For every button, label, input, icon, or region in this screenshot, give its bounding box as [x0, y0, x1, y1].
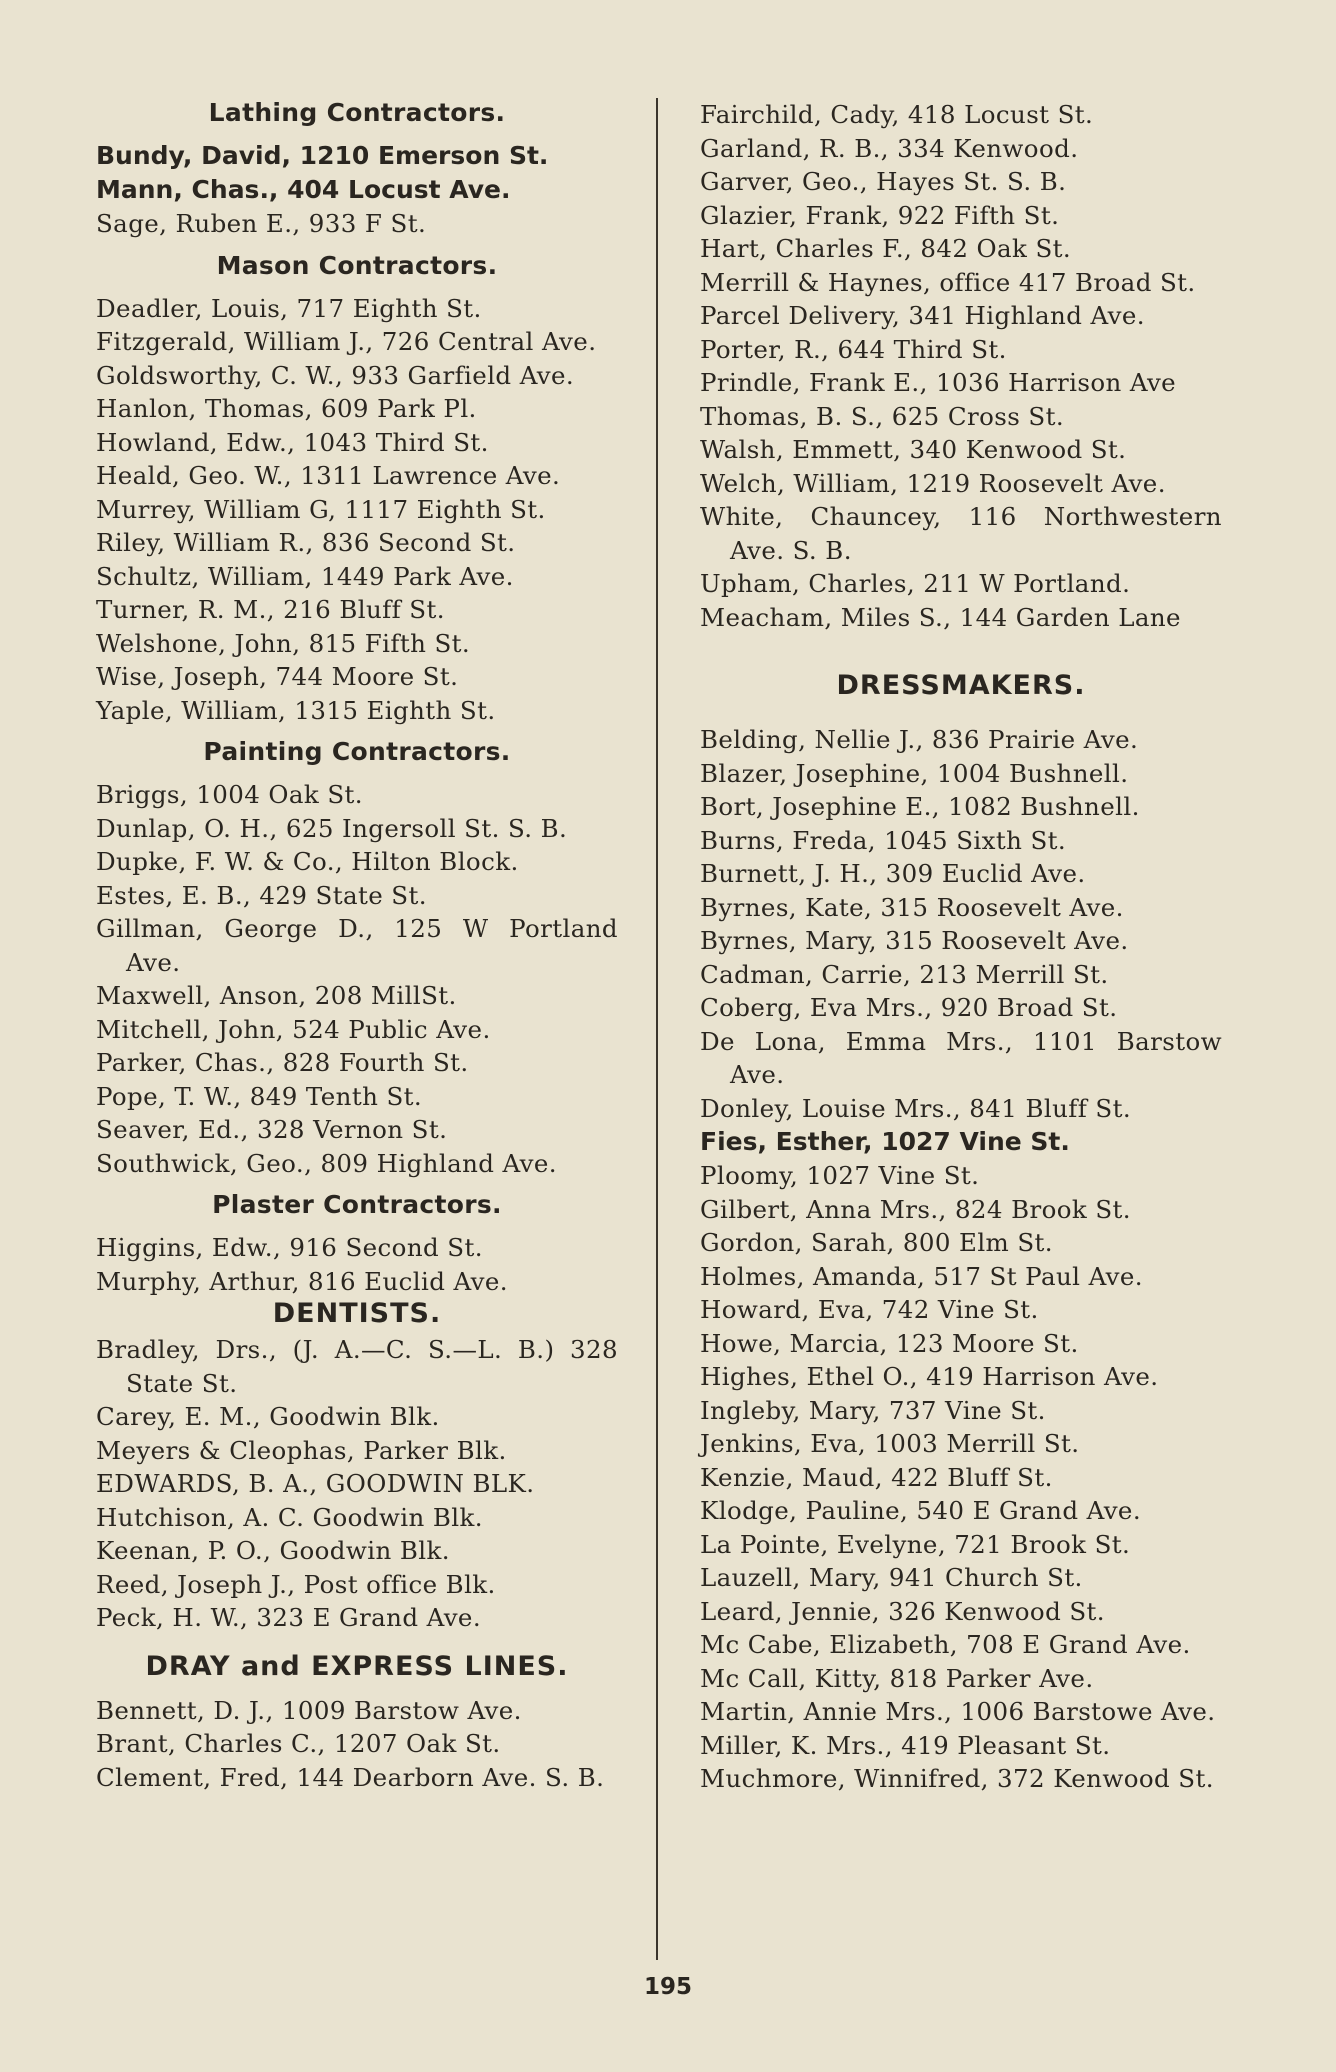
- listing-entry: Thomas, B. S., 625 Cross St.: [700, 401, 1065, 431]
- listing-entry: Fitzgerald, William J., 726 Central Ave.: [96, 327, 597, 356]
- listing-entry-bold: Fies, Esther, 1027 Vine St.: [700, 1127, 1070, 1156]
- listing-entry: Bort, Josephine E., 1082 Bushnell.: [700, 792, 1140, 821]
- listing-entry: Walsh, Emmett, 340 Kenwood St.: [700, 435, 1127, 464]
- listing-entry: Highes, Ethel O., 419 Harrison Ave.: [700, 1362, 1159, 1391]
- listing-entry: Kenzie, Maud, 422 Bluff St.: [700, 1462, 1053, 1492]
- lathing-list: [96, 207, 618, 241]
- listing-entry: Leard, Jennie, 326 Kenwood St.: [700, 1596, 1105, 1626]
- listing-entry: Turner, R. M., 216 Bluff St.: [96, 595, 445, 624]
- listing-entry: Yaple, William, 1315 Eighth St.: [96, 695, 496, 725]
- listing-entry: Peck, H. W., 323 E Grand Ave.: [96, 1603, 482, 1632]
- listing-entry: Ploomy, 1027 Vine St.: [700, 1161, 980, 1190]
- listing-entry: Murphy, Arthur, 816 Euclid Ave.: [96, 1266, 508, 1296]
- listing-entry: Burns, Freda, 1045 Sixth St.: [700, 825, 1067, 855]
- listing-entry: Heald, Geo. W., 1311 Lawrence Ave.: [96, 461, 561, 490]
- mason-list: [96, 292, 618, 728]
- listing-entry: Garver, Geo., Hayes St. S. B.: [700, 167, 1067, 196]
- listing-entry: Parker, Chas., 828 Fourth St.: [96, 1048, 469, 1077]
- section-heading-dentists: DENTISTS.: [272, 1298, 442, 1329]
- listing-entry: Bennett, D. J., 1009 Barstow Ave.: [96, 1695, 522, 1725]
- listing-entry: Goldsworthy, C. W., 933 Garfield Ave.: [96, 360, 575, 390]
- right-column: [700, 98, 1222, 1796]
- listing-entry: Welch, William, 1219 Roosevelt Ave.: [700, 468, 1166, 498]
- listing-entry: De Lona, Emma Mrs., 1101 Barstow Ave.: [700, 1026, 1222, 1089]
- listing-entry: Ingleby, Mary, 737 Vine St.: [700, 1395, 1046, 1425]
- left-column: [96, 98, 618, 1794]
- listing-entry: Byrnes, Mary, 315 Roosevelt Ave.: [700, 926, 1129, 955]
- listing-entry: Carey, E. M., Goodwin Blk.: [96, 1402, 440, 1431]
- listing-entry: Gordon, Sarah, 800 Elm St.: [700, 1228, 1053, 1257]
- listing-entry: Welshone, John, 815 Fifth St.: [96, 628, 471, 658]
- dressmakers-list: [700, 723, 1222, 1796]
- listing-entry: Hanlon, Thomas, 609 Park Pl.: [96, 394, 477, 423]
- section-heading-dressmakers: DRESSMAKERS.: [836, 670, 1086, 701]
- listing-entry: Clement, Fred, 144 Dearborn Ave. S. B.: [96, 1762, 605, 1792]
- listing-entry: Belding, Nellie J., 836 Prairie Ave.: [700, 725, 1139, 754]
- listing-entry: Cadman, Carrie, 213 Merrill St.: [700, 959, 1109, 989]
- listing-entry: Brant, Charles C., 1207 Oak St.: [96, 1729, 501, 1758]
- listing-entry: Howard, Eva, 742 Vine St.: [700, 1295, 1039, 1324]
- listing-entry: Muchmore, Winnifred, 372 Kenwood St.: [700, 1764, 1214, 1793]
- listing-entry: Pope, T. W., 849 Tenth St.: [96, 1081, 423, 1111]
- listing-entry: Dunlap, O. H., 625 Ingersoll St. S. B.: [96, 813, 568, 843]
- listing-entry: Bradley, Drs., (J. A.—C. S.—L. B.) 328 State St.: [96, 1335, 618, 1398]
- listing-entry: Mc Call, Kitty, 818 Parker Ave.: [700, 1663, 1094, 1693]
- listing-entry: Donley, Louise Mrs., 841 Bluff St.: [700, 1093, 1132, 1123]
- listing-entry-bold: Mann, Chas., 404 Locust Ave.: [96, 175, 511, 204]
- listing-entry: Sage, Ruben E., 933 F St.: [96, 209, 427, 238]
- listing-entry: White, Chauncey, 116 Northwestern Ave. S. B.: [700, 502, 1222, 565]
- listing-entry: Seaver, Ed., 328 Vernon St.: [96, 1115, 448, 1144]
- dray-list: [96, 1694, 618, 1795]
- listing-entry: Meyers & Cleophas, Parker Blk.: [96, 1435, 507, 1465]
- listing-entry: Meacham, Miles S., 144 Garden Lane: [700, 602, 1181, 632]
- listing-entry: Parcel Delivery, 341 Highland Ave.: [700, 301, 1145, 330]
- dentists-list: [96, 1333, 618, 1635]
- listing-entry: Mc Cabe, Elizabeth, 708 E Grand Ave.: [700, 1630, 1191, 1659]
- column-divider: [656, 98, 658, 1960]
- section-heading-dray: DRAY and EXPRESS LINES.: [145, 1650, 569, 1682]
- listing-entry: Fairchild, Cady, 418 Locust St.: [700, 100, 1094, 129]
- listing-entry: Wise, Joseph, 744 Moore St.: [96, 662, 459, 691]
- listing-entry: Estes, E. B., 429 State St.: [96, 880, 427, 910]
- listing-entry: Hutchison, A. C. Goodwin Blk.: [96, 1502, 483, 1532]
- listing-entry: Jenkins, Eva, 1003 Merrill St.: [700, 1429, 1080, 1458]
- listing-entry: Keenan, P. O., Goodwin Blk.: [96, 1536, 450, 1565]
- listing-entry: Miller, K. Mrs., 419 Pleasant St.: [700, 1730, 1111, 1760]
- listing-entry-bold: Bundy, David, 1210 Emerson St.: [96, 141, 549, 170]
- listing-entry: Klodge, Pauline, 540 E Grand Ave.: [700, 1496, 1142, 1525]
- listing-entry: Porter, R., 644 Third St.: [700, 334, 1007, 364]
- section-heading-mason: Mason Contractors.: [216, 250, 498, 280]
- listing-entry: Briggs, 1004 Oak St.: [96, 780, 363, 809]
- listing-entry: Hart, Charles F., 842 Oak St.: [700, 234, 1072, 263]
- listing-entry: Murrey, William G, 1117 Eighth St.: [96, 494, 546, 524]
- listing-entry: Coberg, Eva Mrs., 920 Broad St.: [700, 993, 1118, 1022]
- listing-entry: Glazier, Frank, 922 Fifth St.: [700, 200, 1060, 230]
- listing-entry: Garland, R. B., 334 Kenwood.: [700, 133, 1079, 163]
- listing-entry: Higgins, Edw., 916 Second St.: [96, 1233, 483, 1262]
- listing-entry: Burnett, J. H., 309 Euclid Ave.: [700, 859, 1086, 888]
- listing-entry: Holmes, Amanda, 517 St Paul Ave.: [700, 1261, 1143, 1291]
- listing-entry: Riley, William R., 836 Second St.: [96, 528, 516, 557]
- section-heading-plaster: Plaster Contractors.: [212, 1190, 502, 1219]
- section-heading-painting: Painting Contractors.: [203, 737, 511, 766]
- painting-list: [96, 778, 618, 1180]
- listing-entry: Gilbert, Anna Mrs., 824 Brook St.: [700, 1194, 1131, 1224]
- listing-entry: EDWARDS, B. A., GOODWIN BLK.: [96, 1469, 535, 1498]
- listing-entry: Upham, Charles, 211 W Portland.: [700, 569, 1131, 598]
- listing-entry: Reed, Joseph J., Post office Blk.: [96, 1569, 496, 1599]
- listing-entry: Martin, Annie Mrs., 1006 Barstowe Ave.: [700, 1697, 1216, 1726]
- listing-entry: Gillman, George D., 125 W Portland Ave.: [96, 914, 618, 977]
- section-heading-lathing: Lathing Contractors.: [208, 98, 506, 127]
- listing-entry: Howe, Marcia, 123 Moore St.: [700, 1328, 1079, 1358]
- page-number: 195: [643, 1974, 692, 2000]
- dray-continued-list: [700, 98, 1222, 634]
- listing-entry: Howland, Edw., 1043 Third St.: [96, 427, 489, 457]
- listing-entry: La Pointe, Evelyne, 721 Brook St.: [700, 1529, 1131, 1559]
- listing-entry: Merrill & Haynes, office 417 Broad St.: [700, 267, 1196, 297]
- listing-entry: Lauzell, Mary, 941 Church St.: [700, 1563, 1083, 1592]
- listing-entry: Prindle, Frank E., 1036 Harrison Ave: [700, 368, 1177, 397]
- listing-entry: Blazer, Josephine, 1004 Bushnell.: [700, 758, 1129, 788]
- listing-entry: Maxwell, Anson, 208 MillSt.: [96, 981, 457, 1010]
- plaster-list: [96, 1231, 618, 1298]
- listing-entry: Deadler, Louis, 717 Eighth St.: [96, 293, 482, 323]
- listing-entry: Byrnes, Kate, 315 Roosevelt Ave.: [700, 892, 1124, 922]
- listing-entry: Southwick, Geo., 809 Highland Ave.: [96, 1148, 557, 1178]
- listing-entry: Dupke, F. W. & Co., Hilton Block.: [96, 847, 519, 876]
- listing-entry: Mitchell, John, 524 Public Ave.: [96, 1014, 491, 1044]
- listing-entry: Schultz, William, 1449 Park Ave.: [96, 561, 514, 591]
- lathing-bold-list: [96, 139, 618, 207]
